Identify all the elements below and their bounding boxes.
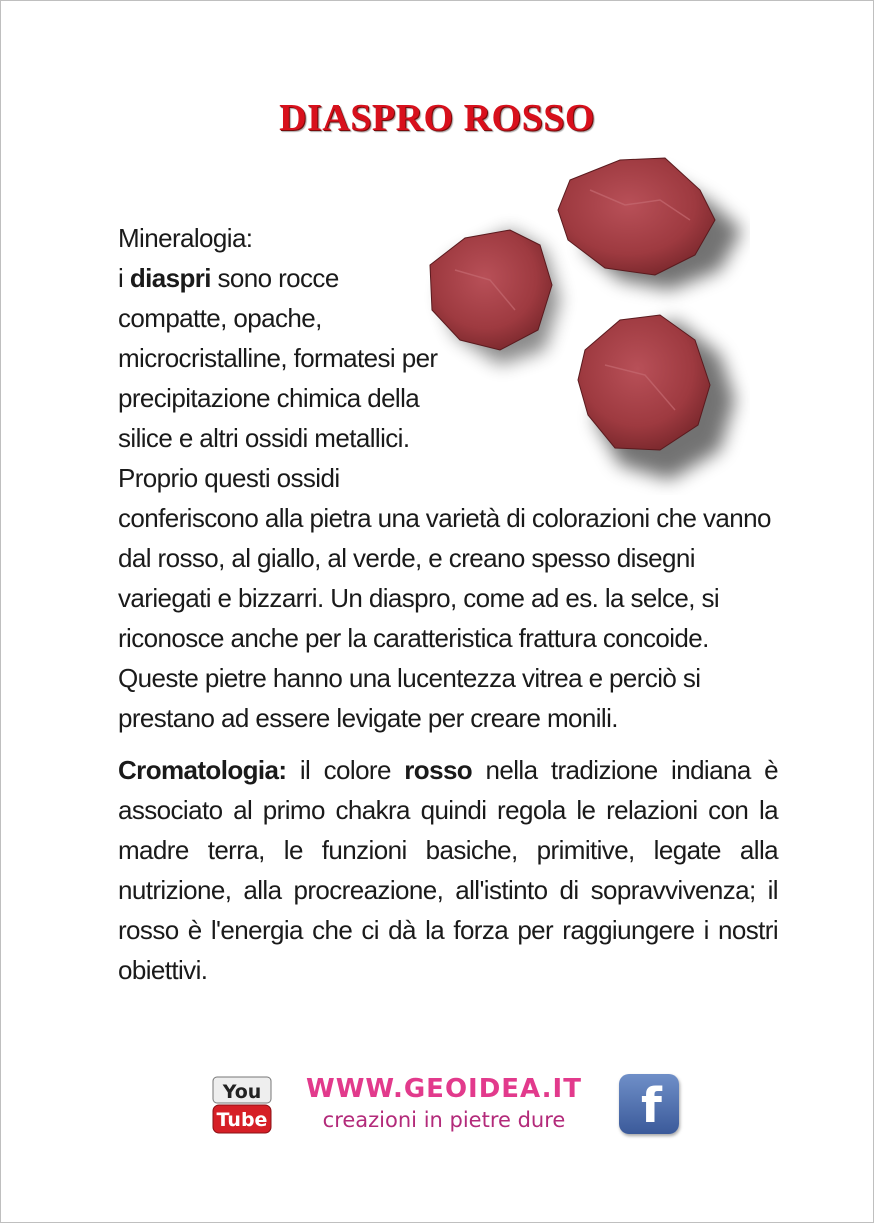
- cromatologia-text-before: il colore: [286, 755, 405, 785]
- image-float-spacer: [438, 218, 778, 498]
- cromatologia-text-after: nella tradizione indiana è associato al primo chakra quindi regola le relazioni con la madre terra, le funzioni basiche, primitive, legate alla nutrizione, alla procreazione, all'istinto di sopravvivenza; il rosso è l'energia che ci dà la forza per raggiungere i nostri obiettivi.: [118, 755, 778, 985]
- footer: [212, 1072, 682, 1136]
- description-text: [118, 218, 778, 990]
- page-title: DIASPRO ROSSO: [279, 97, 595, 139]
- rosso-bold: rosso: [404, 755, 473, 785]
- youtube-icon[interactable]: [212, 1076, 272, 1134]
- cromatologia-heading: Cromatologia:: [118, 755, 287, 785]
- youtube-tube-text: Tube: [216, 1109, 268, 1131]
- facebook-letter: f: [641, 1078, 662, 1134]
- mineralogia-prefix: i: [118, 263, 130, 293]
- tagline: creazioni in pietre dure: [322, 1108, 566, 1132]
- diaspri-bold: diaspri: [129, 263, 211, 293]
- website-link[interactable]: WWW.GEOIDEA.IT: [306, 1074, 582, 1104]
- cromatologia-paragraph: [118, 750, 778, 990]
- mineralogia-text: sono rocce compatte, opache, microcristalline, formatesi per precipitazione chimica della silice e altri ossidi metallici. Proprio questi ossidi conferiscono alla pietra una varietà di colorazioni che vanno dal rosso, al giallo, al verde, e creano spesso disegni variegati e bizzarri. Un diaspro, come ad es. la selce, si riconosce anche per la caratteristica frattura concoide. Queste pietre hanno una lucentezza vitrea e perciò si prestano ad essere levigate per creare monili.: [118, 263, 771, 733]
- youtube-you-text: You: [222, 1081, 262, 1103]
- mineralogia-heading: Mineralogia:: [118, 223, 253, 253]
- facebook-icon[interactable]: [619, 1074, 679, 1134]
